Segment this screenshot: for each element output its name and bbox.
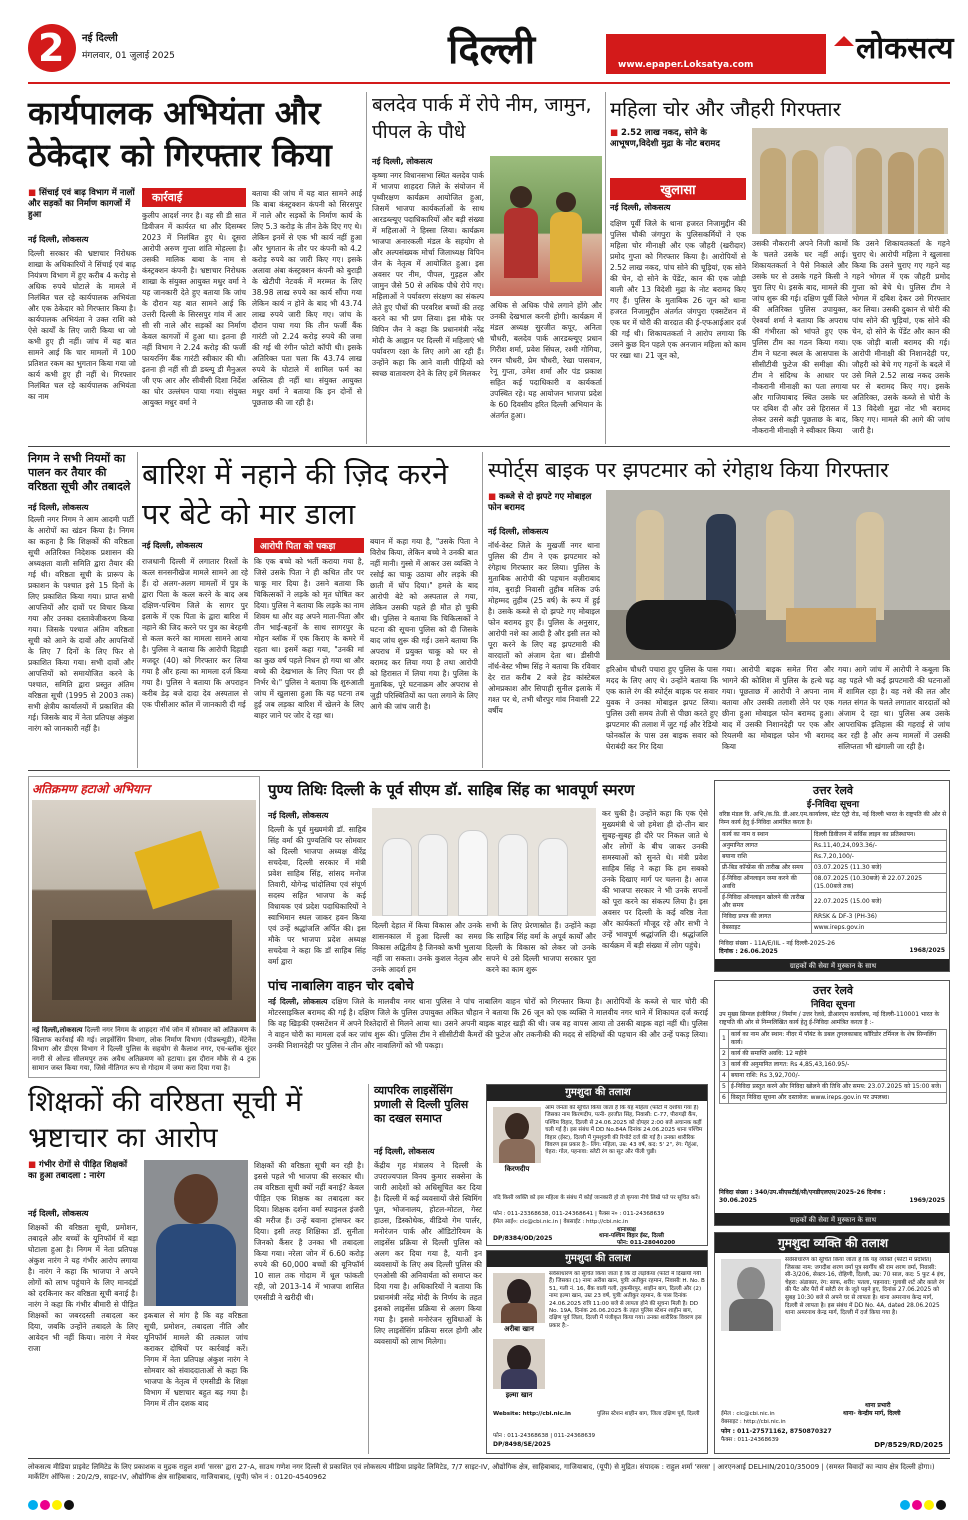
missing-ad2-station: पुलिस स्टेशन शाहीन बाग, जिला दक्षिण पूर्व, दिल्ली (597, 1411, 700, 1417)
rail-ad2-row (720, 1030, 947, 1049)
missing-ad-1 (486, 1084, 708, 1246)
rail-ad2-cell: कार्य का नाम और स्थान: नीदर में पॉयंट के डबल तुगलकाबाद कॉरिडोर टर्मिनल के शेष सिग्नलिंग कार्य। (728, 1030, 946, 1049)
rail-ad1-code: 1968/2025 (909, 947, 945, 954)
missing-ad3-email: ईमेल : cic@cbi.nic.in (721, 1411, 775, 1417)
rail-ad1-title: उत्तर रेलवे (812, 784, 854, 797)
missing-ad1-title: गुमशुदा की तलाश (487, 1085, 708, 1101)
masthead-section: दिल्ली (448, 27, 536, 73)
story2-photo (490, 156, 602, 296)
story8-col2: दिल्ली देहात में किया विकास और उनके शासनकाल में हुआ दिल्ली का समग्र विकास अद्वितीय है जिनको कभी भुलाया नहीं जा सकता। उनके कुशल नेतृत्व और उनके आदर्श हम (372, 921, 482, 974)
rail-ad2-cell: कार्य की अनुमानित लागत: Rs 4,85,43,160.95/- (728, 1060, 946, 1071)
masthead-date: मंगलवार, 01 जुलाई 2025 (82, 51, 175, 61)
missing-ad1-station2: थाना-पश्चिम विहार ईस्ट, दिल्ली (599, 1233, 664, 1239)
rail-ad1-cell: प्री-बिड कॉन्फ्रेंस की तारीख और समय (720, 863, 812, 874)
missing-ad1-phone: फोन : 011-23368638, 011-24368641 | फैक्स न० : 011-24368639 (493, 1211, 665, 1217)
story5-tag: आरोपी पिता को पकड़ा (254, 538, 364, 553)
rail-tender-ad-2 (714, 980, 950, 1226)
motorbike-shape (626, 600, 736, 650)
story3-tag: खुलासा (610, 178, 746, 200)
story9-text: दक्षिण जिले के मालवीय नगर थाना पुलिस ने पांच नाबालिग वाहन चोरों को गिरफ्तार किया है। आरोपियों के कब्जे से चार चोरी की मोटरसाइकिल बरामद की गई है। दक्षिण जिले के पुलिस उपायुक्त अंकित चौहान ने बताया कि 26 जून को एक व्यक्ति ने मालवीय नगर थाने में शिकायत दर्ज कराई कि वह खिड़की एक्सटेंशन में अपने रिश्तेदारों से मिलने आया था। उसने अपनी बाइक बाहर खड़ी की थी। जब वह वापस आया तो उसकी बाइक वहां नहीं थी। पुलिस ने वाहन चोरी का मामला दर्ज कर जांच शुरू की। पुलिस टीम ने सीसीटीवी कैमरों की फुटेज और तकनीकी की मदद से संदिग्धों की पहचान की और उन्हें पकड़ लिया। उनकी निशानदेही पर पुलिस ने तीन और नाबालिगों को भी पकड़ा। (268, 997, 708, 1050)
missing-ad1-photo (493, 1107, 541, 1163)
rail-ad1-intro: वरिष्ठ मंडल वि. अभि./क.प्रि. डी.आर.एम.कार्यालय, स्टेट एंट्री रोड, नई दिल्ली भारत के राष्ट्रपति की ओर से निम्न कार्य हेतु ई-निविदा आमंत्रित करता है। (719, 811, 947, 826)
rail-ad1-row (720, 830, 947, 841)
rail-ad1-cell: RRSK & DF-3 (PH-36) (811, 912, 946, 923)
rail-ad2-row (720, 1049, 947, 1060)
story4-dateline: नई दिल्ली, लोकसत्य (28, 503, 89, 512)
rail-ad2-cell: 6 (720, 1093, 729, 1104)
rail-ad2-footer: निविदा संख्या : 340/उप.सीएसटीई/सी/एनडीएलएस/2025-26 दिनांक : 30.06.2025 (719, 1189, 886, 1204)
rail-ad1-cell: www.ireps.gov.in (811, 923, 946, 934)
missing-ad2-phone: फोन : 011-24368638 | 011-24368639 (493, 1433, 596, 1439)
story3-dateline: नई दिल्ली, लोकसत्य (610, 203, 671, 212)
story10-headline: शिक्षकों की वरिष्ठता सूची में भ्रष्टाचार का आरोप (28, 1085, 303, 1154)
rail-ad2-table (719, 1029, 947, 1104)
rail-ad1-cell: अनुमानित लागत (720, 841, 812, 852)
missing-ad2-title: गुमशुदा की तलाश (487, 1251, 708, 1267)
missing-ad2-code: DP/8498/SE/2025 (493, 1441, 551, 1448)
rail-ad2-subtitle: निविदा सूचना (810, 1000, 856, 1010)
rail-ad1-cell: दिल्ली डिवीजन में सर्विस लाइन का प्रतिस्थापन। (811, 830, 946, 841)
rail-ad1-cell: 22.07.2025 (15.00 बजे) (811, 893, 946, 912)
rail-ad1-date: दिनांक : 26.06.2025 (719, 948, 778, 955)
story8-photo (372, 808, 596, 916)
story2-col2: अधिक से अधिक पौधे लगाने होंगे और उनकी देखभाल करनी होगी। कार्यक्रम में मंडल अध्यक्ष सुरजीत कपूर, अनिता चौधरी, बलदेव पार्क आरडब्ल्यूए प्रधान गिरीश शर्मा, प्रवेश सिंघल, रश्मी गोगिया, रमन चौधरी, प्रेम चौधरी, रेखा पासवान, रेनू गुप्ता, उमेश शर्मा और पंड प्रकाश सहित कई पदाधिकारी व कार्यकर्ता उपस्थित रहे। यह आयोजन भाजपा प्रदेश के 60 दिवसीय हरित दिल्ली अभियान के अंतर्गत हुआ। (490, 301, 602, 420)
rail-ad1-cell: ई-निविदा ऑनलाइन जमा करने की अवधि (720, 874, 812, 893)
missing-ad1-phone2: फोन: 011-28040200 (617, 1240, 676, 1246)
story5-col3: बयान में कहा गया है, "उसके पिता ने विरोध किया, लेकिन बच्चे ने उनकी बात नहीं मानी। गुस्से में आकर उस व्यक्ति ने रसोई का चाकू उठाया और लड़के की छाती में घोंप दिया।" हमले के बाद आरोपी बेटे को अस्पताल ले गया, लेकिन उसकी पहले ही मौत हो चुकी थी। पुलिस ने बताया कि चिकित्सकों ने घटना की सूचना पुलिस को दी जिसके बाद जांच शुरू की गई। उसने बताया कि अपराध में प्रयुक्त चाकू को घर से बरामद कर लिया गया है तथा आरोपी को हिरासत में लिया गया है। पुलिस के मुताबिक, पूरे घटनाक्रम और अपराध से जुड़ी परिस्थितियों का पता लगाने के लिए आगे की जांच जारी है। (370, 537, 478, 711)
story5-col1: राजधानी दिल्ली में लगातार रिश्तों के कत्ल सनसनीखेज मामले सामने आ रहे हैं। दो अलग-अलग मामलों में पुत्र के द्वारा पिता के कत्ल करने के बाद अब दक्षिण-पश्चिम जिले के सागर पुर इलाके में एक पिता के द्वारा बारिश में नहाने की जिद करने पर पुत्र का बेरहमी से कत्ल करने का मामला सामने आया है। पुलिस ने बताया कि आरोपी दिहाड़ी मजदूर (40) को गिरफ्तार कर लिया गया है और हत्या का मामला दर्ज किया गया है। पुलिस ने बताया कि अपराहन करीब डेढ़ बजे दादा देव अस्पताल से एक पीसीआर कॉल में जानकारी दी गई (142, 557, 248, 709)
person-silhouette (504, 208, 538, 278)
story8-col1: दिल्ली के पूर्व मुख्यमंत्री डॉ. साहिब सिंह वर्मा की पुण्यतिथि पर सोमवार को दिल्ली भाजपा अध्यक्ष वीरेंद्र सचदेवा, दिल्ली सरकार में मंत्री प्रवेश साहिब सिंह, सांसद मनोज तिवारी, योगेन्द्र चांदोलिया एवं संपूर्ण सदस्य सहित भाजपा के कई विधायक एवं प्रदेश पदाधिकारियों ने स्वाभिमान स्थल जाकर हवन किया एवं उन्हें श्रद्धांजलि अर्पित की। इस मौके पर भाजपा प्रदेश अध्यक्ष सचदेवा ने कहा कि डॉ साहिब सिंह वर्मा द्वारा (268, 825, 366, 966)
story5-dateline: नई दिल्ली, लोकसत्य (142, 541, 203, 550)
rail-ad2-cell: 2 (720, 1049, 729, 1060)
missing-ad1-contact: यदि किसी व्यक्ति को इस महिला के संबंध में कोई जानकारी हो तो कृपया नीचे लिखे पते पर सूचित करें। (493, 1195, 700, 1201)
rail-ad2-row (720, 1060, 947, 1071)
rail-ad2-cell: ई-निविदा प्रस्तुत करने और निविदा खोलने की तिथि और समय: 23.07.2025 को 15:00 बजे। (728, 1082, 946, 1093)
rail-ad2-code: 1969/2025 (909, 1197, 945, 1204)
story8-dateline: नई दिल्ली, लोकसत्य (268, 811, 329, 820)
story6-photo (606, 490, 950, 660)
missing-ad3-station2: थाना- केन्द्रीय मार्ग, दिल्ली (843, 1410, 901, 1417)
missing-ad2-name1: अरीबा खान (504, 1325, 534, 1333)
story6-col2: हरिओम चौधरी पचारा हुए पुलिस के पास मदद के लिए आए थे। उन्होंने बताया कि एक काले रंग की स्पोर्ट्स बाइक पर सवार युवक ने उनका मोबाइल झपट लिया। पुलिस उसी समय तेजी से पीछा करते हुए झपटमार की तलाश में जुट गई और रेडियो फोनकॉल के पास उस बाइक सवार को घेराबंदी कर गिर दिया (606, 665, 718, 751)
missing-ad2-photo1 (493, 1273, 545, 1323)
story9-headline: पांच नाबालिग वाहन चोर दबोचे (268, 979, 414, 994)
story1-col1: दिल्ली सरकार की भ्रष्टाचार निरोधक शाखा के अधिकारियों ने सिंचाई एवं बाढ़ नियंत्रण विभाग में हुए करीब 4 करोड़ से अधिक रुपये घोटाले के मामले में निलंबित चल रहे कार्यपालक अभियंता और एक ठेकेदार को गिरफ्तार किया है। कार्यपालक अभियंता ने उक्त राशि को ऐसे कार्यों के लिए जारी किया था जो कभी हुए ही नहीं। जांच में यह बात सामने आई कि चार मामलों में 100 प्रतिशत रकम का भुगतान किया गया जो कार्य कभी हुए ही नहीं थे। गिरफ्तार निलंबित चल रहे कार्यपालक अभियंता का नाम (28, 249, 136, 401)
masthead-url[interactable]: www.epaper.Loksatya.com (618, 60, 754, 70)
rail-ad1-row (720, 852, 947, 863)
rail-ad2-cell: विस्तृत निविदा सूचना और दस्तावेज: www.ireps.gov.in पर उपलब्ध। (728, 1093, 946, 1104)
rail-ad2-slogan: ग्राहकों की सेवा में मुस्कान के साथ (715, 1213, 950, 1226)
rail-ad1-row (720, 912, 947, 923)
rail-ad2-cell: 4 (720, 1071, 729, 1082)
registration-marks (28, 1498, 950, 1512)
missing-ad3-photo (721, 1259, 781, 1331)
rail-ad2-title: उत्तर रेलवे (812, 984, 854, 997)
rail-ad2-cell: 1 (720, 1030, 729, 1049)
missing-ad1-code: DP/8384/OD/2025 (493, 1235, 553, 1242)
story1-headline: कार्यपालक अभियंता और ठेकेदार को गिरफ्तार किया (28, 94, 332, 174)
story8-col3: सभी के लिए प्रेरणास्रोत हैं। उन्होंने कहा कि साहिब सिंह वर्मा के अपूर्व कार्यों और दिल्ली के विकास को लेकर जो उनके सपने थे उसे दिल्ली भाजपा सरकार पूरा करने का काम शुरू (486, 921, 596, 974)
story3-col2: उसकी नौकरानी अपने निजी कामों के चलते उसके घर नहीं आई। शिकायतकर्ता ने पैसे निकाले और उसके घर से उसके गहने किसी ने चुरा लिए थे। इसके बाद, मामले की जांच शुरू की गई। दक्षिण पूर्वी जिले की अतिरिक्त पुलिस उपायुक्त, ऐश्वर्या शर्मा ने बताया कि अपराध की गंभीरता को भांपते हुए एक पुलिस टीम का गठन किया गया। टीम ने घटना स्थल के आसपास के सीसीटीवी फुटेज की समीक्षा की। टीम ने संदिग्ध के आधार पर नौकरानी मीनाक्षी का पता लगाया और गाजियाबाद स्थित उसके घर पर दबिश दी और उसे हिरासत में लेकर उससे कड़ी पूछताछ के बाद, नौकरानी मीनाक्षी ने स्वीकार किया (752, 239, 848, 435)
story9-dateline: नई दिल्ली, लोकसत्य (268, 997, 328, 1006)
story10-kicker: ■ गंभीर रोगों से पीड़ित शिक्षकों का हुआ तबादला : नारंग (28, 1160, 138, 1204)
story6-col4: गया। आगे जांच में आरोपी ने कबूला कि वह पहले भी कई झपटमारी की घटनाओं में शामिल रहा है। वह नशे की लत और गलत संगत के चलते लगातार वारदातों को अंजाम दे रहा था। पुलिस अब उसके आपराधिक इतिहास की गहराई से जांच कर रही है और अन्य मामलों में उसकी संलिप्तता भी खंगाली जा रही है। (838, 665, 950, 751)
story6-headline: स्पोर्ट्स बाइक पर झपटमार को रंगेहाथ किया गिरफ्तार (488, 458, 889, 482)
rail-ad2-intro: उप मुख्य सिग्नल इंजीनियर / निर्माण / उत्तर रेलवे, डीआरएम कार्यालय, नई दिल्ली-110001 भारत के राष्ट्रपति की ओर से निम्नलिखित कार्य हेतु ई-निविदा आमंत्रित करता है :- (719, 1011, 940, 1026)
story8-headline: पुण्य तिथिः दिल्ली के पूर्व सीएम डॉ. साहिब सिंह का भावपूर्ण स्मरण (268, 781, 635, 799)
rail-ad1-cell: Rs.7,20,100/- (811, 852, 946, 863)
story1-kicker: ■ सिंचाई एवं बाढ़ विभाग में नालों और सड़कों का निर्माण कागजों में हुआ (28, 188, 136, 228)
rail-ad1-footer: निविदा संख्या - 11A/E/IIL - नई दिल्ली-2025-26 (719, 940, 835, 947)
rail-ad2-cell: कार्य की समाप्ति अवधि: 12 महीने (728, 1049, 946, 1060)
rail-ad1-cell: ई-निविदा ऑनलाइन खोलने की तारीख और समय (720, 893, 812, 912)
story7-photo (32, 800, 256, 1022)
story6-dateline: नई दिल्ली, लोकसत्य (488, 527, 549, 536)
missing-ad1-email: ईमेल आई०: cic@cbi.nic.in | वेबसाईट : http://cbi.nic.in (493, 1219, 629, 1225)
rail-ad1-cell: कार्य का नाम व स्थान (720, 830, 812, 841)
rail-ad1-row (720, 841, 947, 852)
story10-col1: शिक्षकों की वरिष्ठता सूची, प्रमोशन, तबादले और बच्चों के यूनिफॉर्म में बड़ा घोटाला हुआ है। निगम में नेता प्रतिपक्ष अंकुश नारंग ने यह गंभीर आरोप लगाया है। नारंग ने कहा कि भाजपा ने अपने लोगों को लाभ पहुंचाने के लिए मानदंडों को दरकिनार कर वरिष्ठता सूची बनाई है। नारंग ने कहा कि गंभीर बीमारी से पीड़ित शिक्षकों का जबरदस्ती तबादला कर दिया, जबकि उन्होंने तबादले के लिए आवेदन भी नहीं किया। नारंग ने मेयर राजा (28, 1223, 138, 1353)
story1-dateline: नई दिल्ली, लोकसत्य (28, 235, 89, 244)
missing-ad2-text: सर्वसाधारण को सूचित किया जाता है कि दो लड़कियां (फोटो में दिखायी गयी हैं) जिसका (1) नामः अरीबा खान, पुत्रीः अतीकुर रहमान, निवासीः H. No. B 51, गली नं. 16, बैंक वाली गली, तुकमीरपुर, शाहीन बाग, दिल्ली और (2) नामः इल्मा खान, उम्रः 23 वर्ष, पुत्रीः अतीकुर रहमान, के पास दिनांक 24.06.2025 रात्रि 11:00 बजे से लापता होने की सूचना मिली है। DD No. 19A, दिनांक 26.06.2025 के तहत पुलिस स्टेशन शाहीन बाग, दक्षिण पूर्व जिला, दिल्ली में पंजीकृत किया गया। उनका शारीरिक विवरण इस प्रकार है:- (549, 1271, 705, 1329)
person-silhouette (556, 192, 576, 212)
rail-ad1-cell: 03.07.2025 (11.30 बजे) (811, 863, 946, 874)
missing-ad2-name2: इल्मा खान (505, 1391, 533, 1399)
rail-ad2-cell: 3 (720, 1060, 729, 1071)
story5-headline: बारिश में नहाने की ज़िद करने पर बेटे को मार डाला (142, 457, 449, 531)
story3-col3: कि उसने शिकायतकर्ता के गहने चुराए थे। आरोपी महिला ने खुलासा किया कि उसने चुराए गए गहने यह गहने भोगल में एक जौहरी प्रमोद गुप्ता को बेचे थे। पुलिस टीम ने भोगल में दबिश देकर उसे गिरफ्तार कर लिया। उसकी दुकान से चोरी की पांच सोने की चूड़ियां, एक सोने की चेन, दो सोने के पेंडेंट और कान की एक जोड़ी बाली बरामद की गई। आरोपी मीनाक्षी की निशानदेही पर, जौहरी को बेचे गए गहनों के बदले में उसे मिले 2.52 लाख नकद उसके घर से बरामद किए गए। इसके अतिरिक्त, उसके कब्जे से चोरी के 13 विदेशी मुद्रा नोट भी बरामद किए गए। मामले की आगे की जांच जारी है। (852, 239, 950, 435)
masthead-rule (28, 82, 950, 84)
missing-ad3-phone: फोन : 011-27571162, 8750870327 (721, 1428, 832, 1435)
rail-ad1-row (720, 874, 947, 893)
story7-caption (32, 1026, 256, 1076)
story3-col1: दक्षिण पूर्वी जिले के थाना हजरत निजामुद्दीन की पुलिस चौकी जंगपुरा के पुलिसकर्मियों ने एक महिला चोर मीनाक्षी और एक जौहरी (खरीदार) प्रमोद गुप्ता को गिरफ्तार किया है। आरोपियों से 2.52 लाख नकद, पांच सोने की चूड़ियां, एक सोने की चेन, दो सोने के पेंडेंट, कान की एक जोड़ी बाली और 13 विदेशी मुद्रा के नोट बरामद किए गए हैं। पुलिस के मुताबिक 26 जून को थाना हजरत निजामुद्दीन अंतर्गत जंगपुरा एक्सटेंशन में एक घर में चोरी की वारदात की ई-एफआईआर दर्ज की गई थी। शिकायतकर्ता ने आरोप लगाया कि उसने कुछ दिन पहले एक अनजान महिला को काम पर रखा था। 21 जून को, (610, 219, 746, 360)
rail-ad2-cell: 5 (720, 1082, 729, 1093)
rail-ad1-row (720, 923, 947, 934)
rail-ad1-subtitle: ई-निविदा सूचना (806, 800, 860, 810)
missing-ad1-station: थानाध्यक्ष (617, 1227, 636, 1233)
person-silhouette (550, 212, 582, 282)
story2-col1: कृष्णा नगर विधानसभा स्थित बलदेव पार्क में भाजपा शाहदरा जिले के संयोजन में पृथ्वीरक्षण कार्यक्रम आयोजित हुआ, जिसमें भाजपा कार्यकर्ताओं के साथ आरडब्ल्यूए पदाधिकारियों और बड़ी संख्या में महिलाओं ने हिस्सा लिया। कार्यक्रम भाजपा अनारकली मंडल के सहयोग से और अल्पसंख्यक मोर्चा जिलाध्यक्ष विपिन जैन के नेतृत्व में आयोजित हुआ। इस अवसर पर नीम, पीपल, गुड़हल और जामुन जैसे 50 से अधिक पौधे रोपे गए। महिलाओं ने पर्यावरण संरक्षण का संकल्प लेते हुए पौधों की परवरिश बच्चों की तरह करने का भी प्रण लिया। इस मौके पर विपिन जैन ने कहा कि प्रधानमंत्री नरेंद्र मोदी के आह्वान पर दिल्ली में महिलाएं भी पर्यावरण रक्षा के लिए आगे आ रही हैं। उन्होंने कहा कि आने वाली पीढ़ियों को स्वच्छ वातावरण देने के लिए हमें मिलकर (372, 171, 484, 378)
story11-headline: व्यापरिक लाइसेंसिंग प्रणाली से दिल्ली पुलिस का दखल समाप्त (374, 1084, 469, 1125)
story3-kicker: ■ 2.52 लाख नकद, सोने के आभूषण,विदेशी मुद्रा के नोट बरामद (610, 128, 746, 172)
rail-ad2-row (720, 1071, 947, 1082)
missing-ad3-station: थाना प्रभारी (865, 1402, 891, 1409)
person-silhouette (510, 186, 532, 208)
story11-dateline: नई दिल्ली, लोकसत्य (374, 1147, 435, 1156)
masthead (28, 24, 954, 86)
story3-headline: महिला चोर और जौहरी गिरफ्तार (610, 97, 841, 121)
story10-col3: शिक्षकों की वरिष्ठता सूची बन रही है। इससे पहले भी भाजपा की सरकार थी। तब वरिष्ठता सूची क्यों नहीं बनाई? केवल पीड़ित एक शिक्षक का तबादला कर दिया। शिक्षक दर्शना वर्मा स्पाइनल इंजरी की मरीज हैं। उन्हें बवाना ट्रांसफर कर दिया। इसी तरह शिक्षिका डॉ. सुनीता जिनको कैंसर है उनका भी तबादला किया गया। नरेला जोन में 6.60 करोड़ रुपये की 60,000 बच्चों की यूनिफॉर्म 10 साल तक गोदाम में धूल फांकती रही, जो 2013-14 में भाजपा शासित एमसीडी ने खरीदी थी। (254, 1161, 364, 1302)
page-number: 2 (38, 26, 65, 70)
rail-tender-ad-1 (714, 780, 950, 972)
story2-dateline: नई दिल्ली, लोकसत्य (372, 157, 433, 166)
masthead-city: नई दिल्ली (82, 33, 118, 44)
story7-caption-dateline: नई दिल्ली,लोकसत्य (32, 1026, 83, 1034)
rail-ad2-row (720, 1082, 947, 1093)
missing-ad1-name: किरणदीप (504, 1165, 530, 1173)
story3-photo (752, 128, 948, 234)
rail-ad1-cell: बयाना राशि (720, 852, 812, 863)
bulldozer-shape (134, 831, 219, 910)
story1-tag: कार्रवाई (142, 188, 246, 207)
story1-col2: कुलीप आदर्श नगर है। वह सी डी सात डिवीजन में कार्यरत था और दिसम्बर 2023 में निलंबित हुए थे। दूसरा आरोपी अरुण गुप्ता शांति मोहल्ला है। उसकी मालिक बाबा के नाम से कंस्ट्रक्शन कंपनी है। भ्रष्टाचार निरोधक शाखा के संयुक्त आयुक्त मधुर वर्मा ने यह जानकारी देते हुए बताया कि जांच के दौरान यह बात सामने आई कि उत्तरी दिल्ली के सिरसपुर गांव में आर सी सी नाले और सड़कों का निर्माण केवल कागजों में हुआ था। इतना ही नहीं विभाग ने 2.24 करोड़ की फर्जी फायरनिंग बैंक गारंटी स्वीकार की थी। इतना ही नहीं सी डी डब्ल्यू डी मैनुअल जी एफ आर और सीवीसी दिशा निर्देश का घोर उल्लंघन पाया गया। संयुक्त आयुक्त मधुर वर्मा ने (142, 211, 246, 407)
story10-photo (144, 1160, 248, 1306)
rail-ad2-row (720, 1093, 947, 1104)
masthead-brand: लोकसत्य (856, 31, 954, 66)
rail-ad1-cell: निविदा प्रपत्र की लागत (720, 912, 812, 923)
story11-body: केंद्रीय गृह मंत्रालय ने दिल्ली के उपराज्यपाल विनय कुमार सक्सेना के जारी आदेशों को अधिसूचित कर दिया है। दिल्ली में कई व्यवसायों जैसे स्विमिंग पूल, भोजनालय, होटल-मोटल, गेस्ट हाउस, डिस्कोथेक, वीडियो गेम पार्लर, मनोरंजन पार्क और ऑडिटोरियम के लाइसेंस प्रक्रिया से दिल्ली पुलिस को अलग कर दिया गया है, यानी इन व्यवसायों के लिए अब दिल्ली पुलिस की एनओसी की अनिवार्यता को समाप्त कर दिया गया है। अधिकारियों ने बताया कि प्रधानमंत्री नरेंद्र मोदी के निर्णय के तहत इसको लाइसेंस प्रक्रिया से अलग किया गया है। इससे मनोरंजन सुविधाओं के लिए लाइसेंसिंग प्रक्रिया सरल होगी और व्यवसायों को लाभ मिलेगा। (374, 1161, 482, 1346)
story1-col3: बताया की जांच में यह बात सामने आई कि बाबा कंस्ट्रक्शन कंपनी को सिरसपुर में नाले और सड़कों के निर्माण कार्य के लिए 5.3 करोड़ के तीन ठेके दिए गए थे। लेकिन इनमें से एक भी कार्य नहीं हुआ और भुगतान के तौर पर कंपनी को 4.2 करोड़ रुपये का जारी किए गए। इसके अलावा अंबा कंस्ट्रक्शन कंपनी को बुराड़ी के खेटीपी नेटवर्क में मरम्मत के लिए 38.98 लाख रुपये का कार्य सौंपा गया लेकिन कार्य न होने के बाद भी 43.74 लाख रुपये जारी किए गए। जांच के दौरान पाया गया कि तीन फर्जी बैंक गारंटी जो 2.24 करोड़ रुपये की जमा की गई थी रंगीन फोटो कॉपी थी। इसके अतिरिक्त पता चला कि 43.74 लाख रुपये के घोटाले में शामिल फर्म का अस्तित्व ही नहीं था। संयुक्त आयुक्त मधुर वर्मा ने बताया कि इन दोनों से पूछताछ की जा रही है। (252, 189, 362, 407)
story7-caption-text: दिल्ली नगर निगम के शाहदरा नॉर्थ जोन में सोमवार को अतिक्रमण के खिलाफ कार्रवाई की गई। लाइसेंसिंग विभाग, लोक निर्माण विभाग (पीडब्ल्यूडी), मेंटेनेंस विभाग और डीएस विभाग ने दिल्ली पुलिस के सहयोग से कैलाश नगर, एच-ब्लॉक सुंदर नगरी से ओल्ड सीलमपुर तक अवैध अतिक्रमण को हटाया। इस दौरान मौके से 4 ट्रक सामान जब्त किया गया, जिसे नीतिगत रूप से गोदाम में जमा करा दिया गया है। (32, 1026, 256, 1072)
rail-ad1-slogan: ग्राहकों की सेवा में मुस्कान के साथ (715, 959, 950, 972)
story9-body (268, 996, 708, 1078)
rail-ad1-row (720, 863, 947, 874)
story8-col4: कर चुकी है। उन्होंने कहा कि एक ऐसे मुख्यमंत्री थे जो हमेशा ही दो-तीन बार सुबह-सुबह ही दौरे पर निकल जाते थे और लोगों के बीच जाकर उनकी समस्याओं को सुनते थे। मंत्री प्रवेश साहिब सिंह ने कहा कि हम सबको उनके दिखाए मार्ग पर चलना है। आज की भाजपा सरकार ने भी उनके सपनों को पूरा करने का संकल्प लिया है। इस अवसर पर दिल्ली के कई वरिष्ठ नेता और कार्यकर्ता मौजूद रहे और सभी ने उन्हें भावपूर्ण श्रद्धांजलि दी। श्रद्धांजलि कार्यक्रम में बड़ी संख्या में लोग पहुंचे। (602, 809, 708, 950)
rail-ad1-row (720, 893, 947, 912)
table-shape (786, 608, 876, 642)
rail-ad2-cell: बयाना राशि: Rs 3,92,700/- (728, 1071, 946, 1082)
story10-dateline: नई दिल्ली, लोकसत्य (28, 1209, 89, 1218)
rail-ad1-cell: Rs.11,40,24,093.36/- (811, 841, 946, 852)
story6-col3: गया। आरोपी बाइक समेत गिरा और भागने की कोशिश में पुलिस के हत्थे चढ़ गया। पूछताछ में आरोपी ने अपना नाम बताया और उसकी तलाशी लेने पर एक छीना हुआ मोबाइल फोन बरामद हुआ। बाद में उसकी निशानदेही पर एक और रियलमी का मोबाइल फोन भी बरामद किया (722, 665, 834, 751)
rail-ad1-table (719, 829, 947, 934)
missing-ad3-text: सर्वसाधारण को सूचित किया जाता है कि यह व्यक्ति (फोटो में प्रदर्शित) जिसका नाम: जगदीश शरण वर्मा पुत्र स्वर्गीय श्री राम शरण वर्मा, निवासी: सी-3/206, सेक्टर-16, रोहिणी, दिल्ली, उम्र: 70 साल, कद: 5 फुट 4 इंच, चेहरा: अंडाकार, रंग: साफ, शरीर: पतला, पहनावा: गुलाबी शर्ट और काले रंग की पैंट और पैरों में स्लेटी रंग के जूते पहने हुए, दिनांक 27.06.2025 को सुबह 10:30 बजे से अपने घर से लापता है। थाना अमरनाथ केन्द्र मार्ग, दिल्ली से लापता है। इस संबंध में DD No. 4A, dated 28.06.2025 थाना अमरनाथ केन्द्र मार्ग, दिल्ली में दर्ज किया गया है। (785, 1257, 946, 1317)
missing-ad2-website[interactable]: Website: http://cbi.nic.in (493, 1411, 571, 1417)
story5-col2: कि एक बच्चे को भर्ती कराया गया है, जिसे उसके पिता ने ही कथित तौर पर चाकू मार दिया है। उसने बताया कि चिकित्सकों ने लड़के को मृत घोषित कर दिया। पुलिस ने बताया कि लड़के का नाम शिवम था और वह अपने माता-पिता और तीन भाई-बहनों के साथ सागरपुर के मोहन ब्लॉक में एक किराए के कमरे में रहता था। इसमें कहा गया, "उनकी मां का कुछ वर्ष पहले निधन हो गया था और बच्चे की देखभाल के लिए पिता पर ही निर्भर थे।" पुलिस ने बताया कि शुरुआती जांच में खुलासा हुआ कि यह घटना तब हुई जब लड़का बारिश में खेलने के लिए बाहर जाने पर जोर दे रहा था। (254, 557, 364, 720)
house-logo-icon (834, 36, 854, 46)
missing-ad-2 (486, 1250, 708, 1454)
story4-headline: निगम ने सभी नियमों का पालन कर तैयार की वरिष्ठता सूची और तबादले (28, 452, 131, 493)
missing-ad3-fax: फैक्स : 011-24368639 (721, 1437, 779, 1443)
missing-ad1-text: आम जनता को सूचित किया जाता है कि यह महिला (फोटो में दर्शाया गया है) जिसका नाम किरणदीप, पत्नी- हरजीत सिंह, निवासी: C-77, पीरागढ़ी कैंप, पश्चिम विहार, दिल्ली से 24.06.2025 को दोपहर 2:00 बजे अचानक कहीं चली गई है। इस संबंध में DD No.84A दिनांक 24.06.2025 थाना पश्चिम विहार (ईस्ट), दिल्ली में गुमशुदगी की रिपोर्ट दर्ज की गई है। उनका शारीरिक विवरण इस प्रकार है:- लिंग: महिला, उम्र: 43 वर्ष, कद: 5' 2", रंग: गेहूंआ, चेहरा: गोल, पहनावा: स्लेटी रंग का सूट और पीली चुन्नी। (545, 1105, 703, 1156)
story10-col2: इकबाल से मांग है कि वह वरिष्ठता सूची, प्रमोशन, तबादला नीति और यूनिफॉर्म मामले की तत्काल जांच कराकर दोषियों पर कार्रवाई करें। निगम में नेता प्रतिपक्ष अंकुश नारंग ने सोमवार को संवाददाताओं से कहा कि भाजपा के नेतृत्व में एमसीडी के शिक्षा विभाग में भ्रष्टाचार बहुत बढ़ गया है। निगम में तीन दशक बाद (144, 1311, 248, 1408)
rail-ad1-cell: 08.07.2025 (10.30बजे) से 22.07.2025 (15.00बजे तक) (811, 874, 946, 893)
story6-kicker: ■ कब्जे से दो झपटे गए मोबाइल फोन बरामद (488, 492, 600, 516)
missing-ad-3 (714, 1232, 950, 1454)
story2-headline: बलदेव पार्क में रोपे नीम, जामुन, पीपल के पौधे (372, 94, 592, 143)
story7-header: अतिक्रमण हटाओ अभियान (32, 782, 150, 796)
story6-col1: नॉर्थ-वेस्ट जिले के मुखर्जी नगर थाना पुलिस की टीम ने एक झपटमार को रंगेहाथ गिरफ्तार कर लिया। पुलिस के मुताबिक आरोपी की पहचान वज़ीराबाद गांव, बुराड़ी निवासी तुहीब मलिक उर्फ मोहम्मद तुहीब (25 वर्ष) के रूप में हुई है। उसके कब्जे से दो झपटे गए मोबाइल फोन बरामद हुए हैं। पुलिस के अनुसार, आरोपी नशे का आदी है और इसी लत को पूरा करने के लिए वह झपटमारी की वारदातों को अंजाम देता था। डीसीपी नॉर्थ-वेस्ट भीष्म सिंह ने बताया कि रविवार देर रात करीब 2 बजे हेड कांस्टेबल ओमप्रकाश और सिपाही सुनील इलाके में गश्त पर थे, तभी थौरपुर गांव निवासी 22 वर्षीय (488, 541, 600, 715)
footer-imprint: लोकसत्य मीडिया प्राइवेट लिमिटेड के लिए प्रकाशक व मुद्रक राहुल शर्मा 'सरस' द्वारा 27-A, साउथ गणेश नगर दिल्ली से प्रकाशित एवं लोकसत्य मीडिया प्राइवेट लिमिटेड, 7/7 साइट-IV, औद्योगिक क्षेत्र, साहिबाबाद, गाजियाबाद, (यूपी) से मुद्रित। संपादक : राहुल शर्मा 'सरस' | आरएनआई DELHIN/2010/35009 | (समस्त विवादों का न्याय क्षेत्र दिल्ली होगा।) मार्केटिंग ऑफिस : 20/2/9, साइट-IV, औद्योगिक क्षेत्र साहिबाबाद, गाजियाबाद, (यूपी) फोन नं : 0120-4540962 (28, 1463, 935, 1481)
missing-ad3-web[interactable]: वेबसाइट : http://cbi.nic.in (721, 1419, 786, 1425)
missing-ad3-code: DP/8529/RD/2025 (874, 1441, 943, 1449)
story4-body: दिल्ली नगर निगम ने आम आदमी पार्टी के आरोपों का खंडन किया है। निगम का कहना है कि शिक्षकों की वरिष्ठता सूची अतिरिक्त निदेशक प्रशासन की अध्यक्षता वाली समिति द्वारा तैयार की गई थी। वरिष्ठता सूची के प्रारूप के प्रकाशन के पश्चात इसे 15 दिनों के लिए प्रकाशित किया गया। प्राप्त सभी आपत्तियों और दावों पर विचार किया गया और उनका दस्तावेजीकरण किया गया। जिसके पश्चात अंतिम वरिष्ठता सूची को आने के दावों और आपत्तियों के लिए 7 दिनों के लिए फिर से प्रकाशित किया गया। सभी दावों और आपत्तियों को समायोजित करने के पश्चात, समिति द्वारा प्रस्तुत अंतिम वरिष्ठता सूची (1995 से 2003 तक) सभी क्षेत्रीय कार्यालयों में प्रकाशित की गई। जिसके बाद में नेता प्रतिपक्ष अंकुश नारंग को जानकारी नहीं है। (28, 515, 134, 733)
missing-ad3-title: गुमशुदा व्यक्ति की तलाश (715, 1233, 950, 1253)
missing-ad2-photo2 (493, 1339, 545, 1389)
rail-ad1-cell: वेबसाइट (720, 923, 812, 934)
